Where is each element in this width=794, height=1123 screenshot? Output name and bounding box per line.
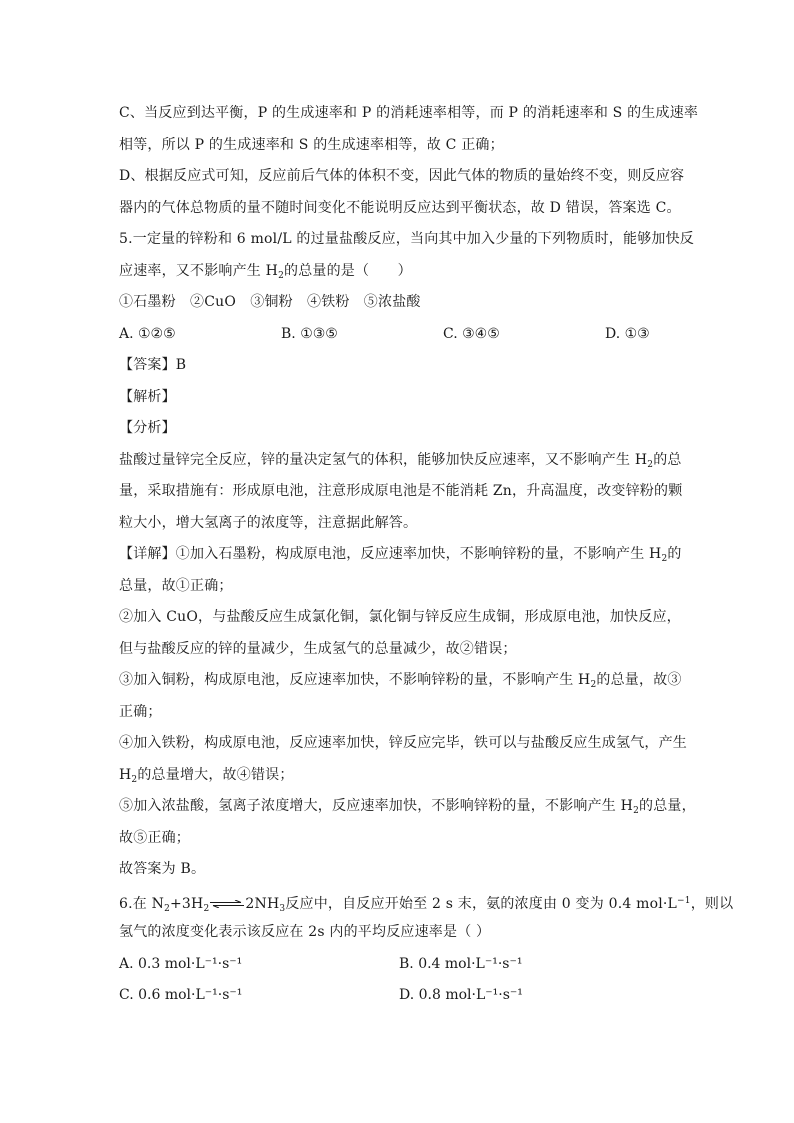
- text-span: 的: [667, 546, 682, 562]
- analysis-label: 【解析】: [119, 388, 176, 405]
- subscript: 2: [590, 680, 597, 690]
- text-line: [119, 760, 679, 792]
- option-a[interactable]: A. ①②⑤: [119, 325, 176, 342]
- text-span: ⑤加入浓盐酸，氢离子浓度增大，反应速率加快，不影响锌粉的量，不影响产生 H: [119, 798, 634, 814]
- text-span: 2NH: [245, 895, 280, 912]
- text-line: 相等，所以 P 的生成速率和 S 的生成速率相等，故 C 正确；: [119, 136, 504, 153]
- text-line: [119, 665, 682, 697]
- text-line: 但与盐酸反应的锌的量减少，生成氢气的总量减少，故②错误；: [119, 640, 517, 657]
- superscript: −1: [677, 895, 691, 906]
- answer-label: 【答案】B: [119, 357, 187, 373]
- text-line: ④加入铁粉，构成原电池，反应速率加快，锌反应完毕，铁可以与盐酸反应生成氢气，产生: [119, 735, 687, 751]
- text-span: +3H: [170, 895, 204, 912]
- text-span: 反应中，自反应开始至 2 s 末，氨的浓度由 0 变为 0.4 mol·L: [285, 895, 678, 912]
- text-span: 的总量增大，故④错误；: [137, 766, 294, 783]
- text-span: 6.在 N: [119, 895, 165, 912]
- subscript: 3: [279, 903, 286, 914]
- option-b[interactable]: B. ①③⑤: [281, 325, 338, 342]
- text-span: ③加入铜粉，构成原电池，反应速率加快，不影响锌粉的量，不影响产生 H: [119, 672, 591, 688]
- text-span: ，则以: [690, 895, 734, 912]
- text-line: C、当反应到达平衡，P 的生成速率和 P 的消耗速率相等，而 P 的消耗速率和 S 的生成速率: [119, 105, 699, 121]
- text-span: 【详解】①加入石墨粉，构成原电池，反应速率加快，不影响锌粉的量，不影响产生 H: [119, 546, 662, 562]
- subscript: 2: [164, 903, 170, 914]
- text-line: [119, 445, 682, 477]
- subscript: 2: [661, 554, 668, 564]
- text-span: 的总量的是（ ）: [284, 262, 412, 279]
- fenxi-label: 【分析】: [119, 420, 176, 436]
- text-line: 正确；: [119, 703, 162, 720]
- question-6-stem: [119, 886, 734, 918]
- question-5-items: ①石墨粉 ②CuO ③铜粉 ④铁粉 ⑤浓盐酸: [119, 294, 421, 310]
- equilibrium-arrow-icon: [210, 900, 244, 908]
- text-line: D、根据反应式可知，反应前后气体的体积不变，因此气体的物质的量始终不变，则反应容: [119, 168, 685, 184]
- subscript: 2: [647, 459, 654, 470]
- text-span: 的总: [653, 451, 682, 468]
- text-line: ②加入 CuO，与盐酸反应生成氯化铜，氯化铜与锌反应生成铜，形成原电池，加快反应，: [119, 609, 681, 625]
- text-line: 量，采取措施有：形成原电池，注意形成原电池是不能消耗 Zn，升高温度，改变锌粉的颗: [119, 483, 683, 499]
- text-line: [119, 539, 682, 571]
- text-line: 故答案为 B。: [119, 861, 206, 877]
- text-span: 盐酸过量锌完全反应，锌的量决定氢气的体积，能够加快反应速率，又不影响产生 H: [119, 451, 648, 468]
- question-6-options-row-1: [119, 949, 679, 981]
- text-line: 器内的气体总物质的量不随时间变化不能说明反应达到平衡状态，故 D 错误，答案选 C。: [119, 199, 681, 216]
- subscript: 2: [203, 903, 210, 914]
- text-span: 的总量，故③: [596, 672, 682, 688]
- text-span: H: [119, 766, 132, 783]
- text-span: 应速率，又不影响产生 H: [119, 262, 279, 279]
- option-d[interactable]: D. 0.8 mol·L⁻¹·s⁻¹: [399, 987, 523, 1003]
- question-5-stem: 5.一定量的锌粉和 6 mol/L 的过量盐酸反应，当向其中加入少量的下列物质时，能够加快反: [119, 231, 695, 247]
- option-d[interactable]: D. ①③: [605, 325, 650, 342]
- text-line: 总量，故①正确；: [119, 577, 233, 594]
- question-6-stem-cont: 氢气的浓度变化表示该反应在 2s 内的平均反应速率是（ ）: [119, 924, 491, 940]
- question-6-options-row-2: [119, 980, 679, 1012]
- option-c[interactable]: C. 0.6 mol·L⁻¹·s⁻¹: [119, 987, 243, 1003]
- question-5-options: [119, 319, 679, 351]
- option-a[interactable]: A. 0.3 mol·L⁻¹·s⁻¹: [119, 955, 243, 972]
- text-line: 粒大小，增大氢离子的浓度等，注意据此解答。: [119, 514, 418, 531]
- text-line: 故⑤正确；: [119, 829, 190, 846]
- question-5-stem-cont: [119, 256, 679, 288]
- text-span: 的总量，: [639, 798, 696, 814]
- option-c[interactable]: C. ③④⑤: [443, 325, 500, 342]
- subscript: 2: [278, 270, 284, 281]
- text-line: [119, 791, 696, 823]
- subscript: 2: [633, 806, 639, 816]
- subscript: 2: [131, 774, 138, 785]
- option-b[interactable]: B. 0.4 mol·L⁻¹·s⁻¹: [399, 955, 523, 972]
- document-page: [119, 98, 734, 1012]
